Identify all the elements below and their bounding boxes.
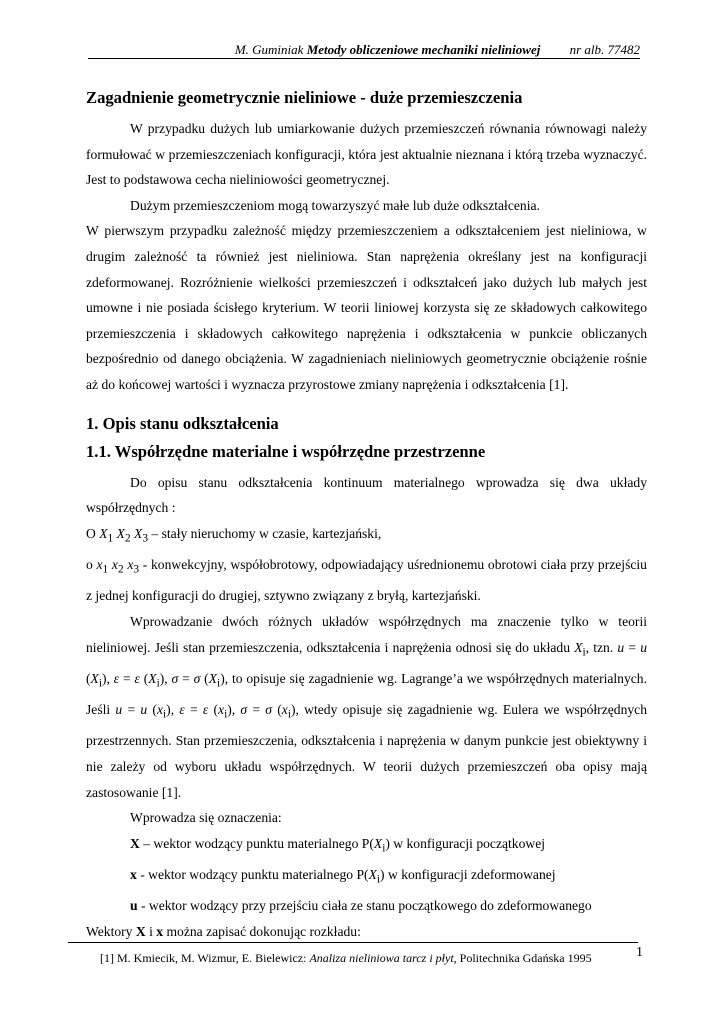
page-number: 1: [636, 945, 643, 960]
page-header: [88, 42, 640, 58]
paragraph: Dużym przemieszczeniom mogą towarzyszyć małe lub duże odkształcenia.: [130, 197, 540, 213]
coordinate-system-global: O $X_1$ $X_2$ $X_3$ – stały nieruchomy w czasie, kartezjański,: [86, 525, 382, 545]
definition-X: X – wektor wodzący punktu materialnego $P(X_i)$ w konfiguracji początkowej: [130, 835, 546, 855]
main-heading: Zagadnienie geometrycznie nieliniowe - duże przemieszczenia: [86, 88, 523, 107]
header-rule: [88, 58, 640, 59]
header-title: Metody obliczeniowe mechaniki nieliniowej: [306, 42, 541, 57]
paragraph: Wprowadza się oznaczenia:: [130, 810, 282, 826]
paragraph: W przypadku dużych lub umiarkowanie dużych przemieszczeń równania równowagi należy formułować w przemieszczeniach konfiguracji, która jest aktualnie nieznana i którą trzeba wyznaczyć. Jest to podstawowa cecha nieliniowości geometrycznej.: [86, 121, 647, 188]
paragraph: Wprowadzanie dwóch różnych układów współrzędnych ma znaczenie tylko w teorii nieliniowej. Jeśli stan przemieszczenia, odkształcenia i naprężenia odnosi się do układu $X_i$, tzn. u = u $(X_i)$, ε = ε $(X_i)$, σ = σ $(X_i)$, to opisuje się zagadnienie wg. Lagrange’a we współrzędnych materialnych. Jeśli u = u $(x_i)$, ε = ε $(x_i)$, σ = σ $(x_i)$, wtedy opisuje się zagadnienie wg. Eulera we współrzędnych przestrzennych. Stan przemieszczenia, odkształcenia i naprężenia w danym punkcie jest obiektywny i nie zależy od wyboru układu współrzędnych. W teorii dużych przemieszczeń oba opisy mają zastosowanie [1].: [86, 613, 648, 800]
paragraph: Wektory X i x można zapisać dokonując rozkładu:: [86, 924, 361, 940]
subsection-heading: 1.1. Współrzędne materialne i współrzędne przestrzenne: [86, 441, 486, 461]
header-number: nr alb. 77482: [569, 42, 640, 57]
footnote: [1] M. Kmiecik, M. Wizmur, E. Bielewicz: Analiza nieliniowa tarcz i płyt, Politechnika Gdańska 1995: [100, 951, 592, 965]
page-body: [86, 86, 647, 945]
paragraph: Do opisu stanu odkształcenia kontinuum materialnego wprowadza się dwa układy współrzędnych :: [86, 474, 647, 516]
definition-x: x - wektor wodzący punktu materialnego $P(X_i)$ w konfiguracji zdeformowanej: [130, 867, 556, 886]
coordinate-system-local: o $x_1$ $x_2$ $x_3$ - konwekcyjny, współobrotowy, odpowiadający uśrednionemu obrotowi ciała przy przejściu z jednej konfiguracji do drugiej, sztywno związany z bryłą, kartezjański.: [86, 557, 647, 604]
footnote-rule: [68, 942, 638, 943]
paragraph: W pierwszym przypadku zależność między przemieszczeniem a odkształceniem jest nieliniowa, w drugim zależność ta również jest nieliniowa. Stan naprężenia określany jest na konfiguracji zdeformowanej. Rozróżnienie wielkości przemieszczeń i odkształceń jako dużych lub małych jest umowne i nie posiada ścisłego kryterium. W teorii liniowej korzysta się ze składowych całkowitego przemieszczenia i składowych całkowitego naprężenia i odkształcenia w punkcie obliczanych bezpośrednio od danego obciążenia. W zagadnieniach nieliniowych geometrycznie obciążenie rośnie aż do końcowej wartości i wyznacza przyrostowe zmiany naprężenia i odkształcenia [1].: [86, 223, 647, 392]
header-author: M. Guminiak: [234, 42, 304, 57]
section-heading: 1. Opis stanu odkształcenia: [86, 413, 279, 433]
definition-u: u - wektor wodzący przy przejściu ciała ze stanu początkowego do zdeformowanego: [130, 898, 592, 914]
